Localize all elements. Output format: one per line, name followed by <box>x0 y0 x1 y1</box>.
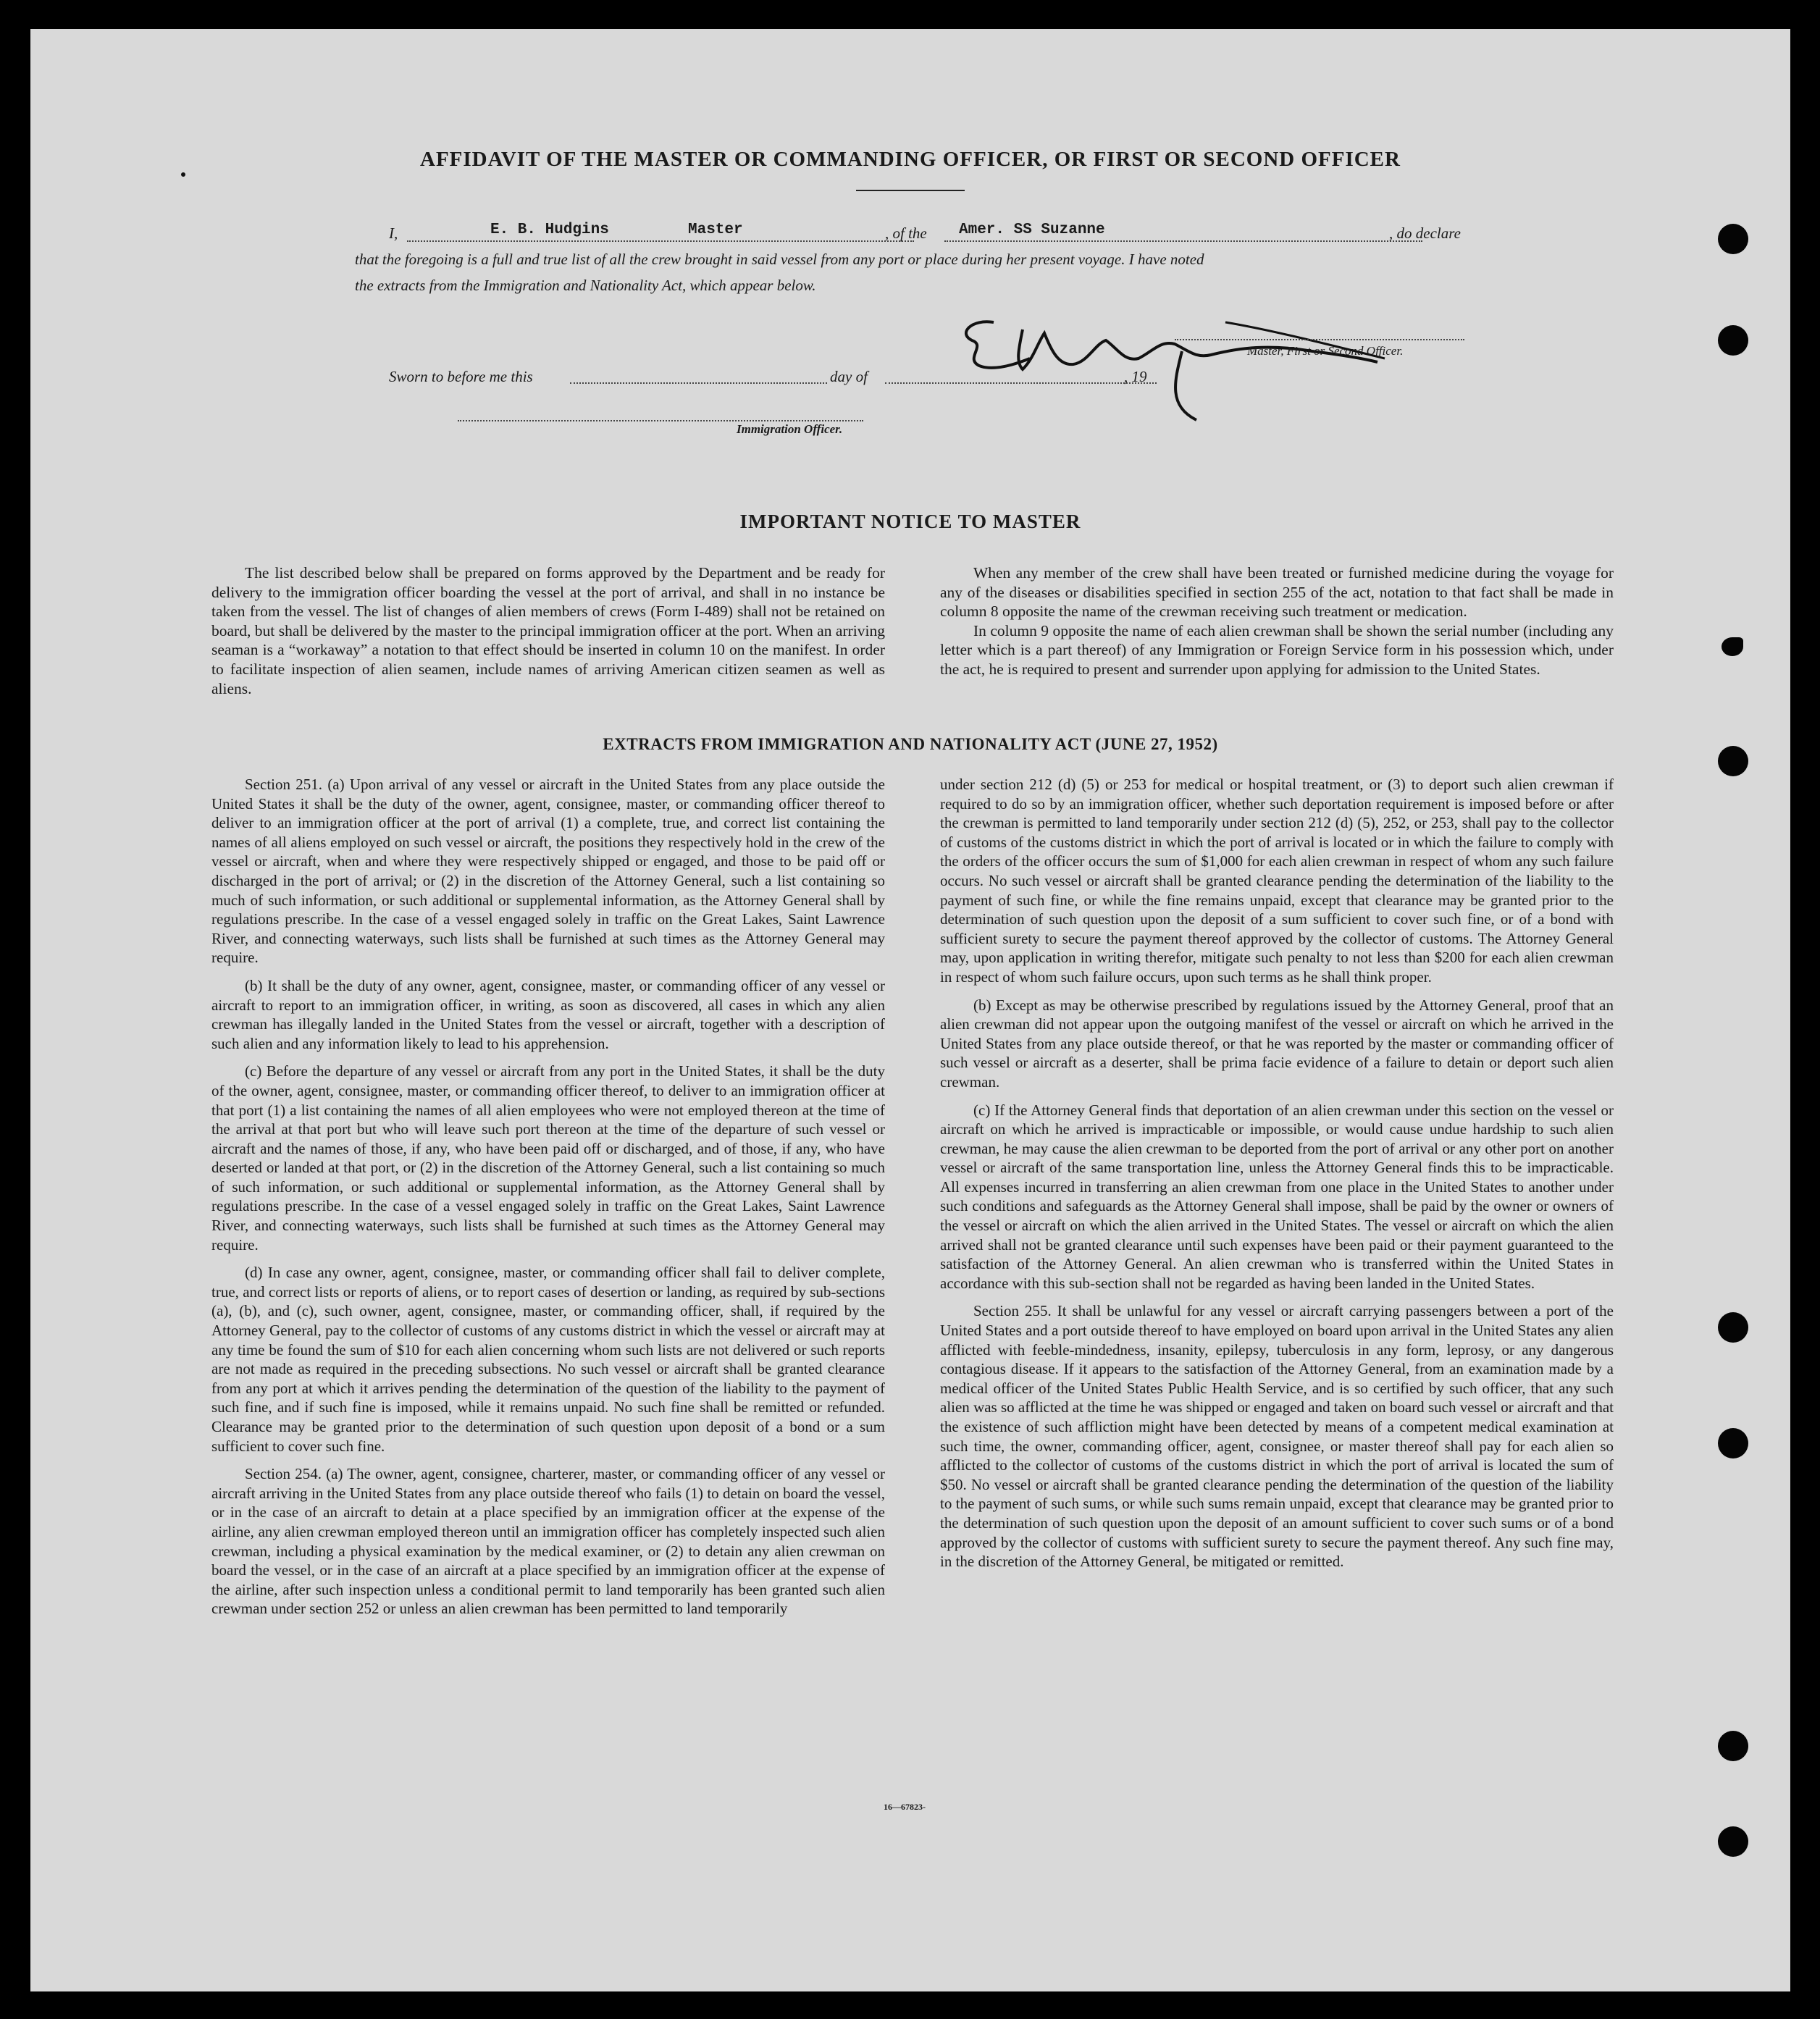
punch-hole <box>1718 325 1748 356</box>
extract-paragraph: (b) It shall be the duty of any owner, agent, consignee, master, or commanding officer of any vessel or aircraft to report to an immigration officer, in writing, as soon as discovered, all cases in which any alien crewman has illegally landed in the United States from the vessel or aircraft, together with a description of such alien and any information likely to lead to his apprehension. <box>211 976 885 1052</box>
extract-paragraph: (c) Before the departure of any vessel or aircraft from any port in the United States, it shall be the duty of the owner, agent, consignee, master, or commanding officer thereof, to deliver to an immigration officer at that port (1) a list containing the names of all alien employees who were not employed thereon at the time of the arrival at that port but who will leave such port thereon at the time of the departure of such vessel or aircraft and the names of those, if any, who have been paid off or discharged, and of those, if any, who have deserted or landed at that port, or (2) in the discretion of the Attorney General, such a list containing so much of such information, or such additional or supplemental information, as the Attorney General shall by regulations prescribe. In the case of a vessel engaged solely in traffic on the Great Lakes, Saint Lawrence River, and connecting waterways, such lists shall be furnished at such times as the Attorney General may require. <box>211 1062 885 1254</box>
form-code: 16—67823- <box>884 1802 926 1812</box>
notice-right-paragraph-1: When any member of the crew shall have been treated or furnished medicine during the voyage for any of the diseases or disabilities specified in section 255 of the act, notation to that fact shall be made in column 8 opposite the name of the crewman receiving such treatment or medication. <box>940 564 1614 621</box>
extract-paragraph: Section 254. (a) The owner, agent, consignee, charterer, master, or commanding officer of any vessel or aircraft arriving in the United States from any place outside thereof who fails (1) to detain on board the vessel, or in the case of an aircraft to detain at a place specified by an immigration officer at the expense of the airline, any alien crewman employed thereon until an immigration officer has completely inspected such alien crewman, including a physical examination by the medical examiner, or (2) to detain any alien crewman on board the vessel, or in the case of an aircraft at a place specified by an immigration officer at the expense of the airline, after such inspection unless a conditional permit to land temporarily has been granted such alien crewman under section 252 or unless an alien crewman has been permitted to land temporarily <box>211 1465 885 1618</box>
punch-hole <box>1718 1731 1748 1761</box>
punch-hole <box>1718 1826 1748 1857</box>
signature-line <box>1175 332 1464 340</box>
document-page <box>30 29 1790 1991</box>
extract-paragraph: under section 212 (d) (5) or 253 for medical or hospital treatment, or (3) to deport such alien crewman if required to do so by an immigration officer, whether such deportation requirement is imposed before or after the crewman is permitted to land temporarily under section 212 (d) (5), 252, or 253, shall pay to the collector of customs of the customs district in which the port of arrival is located or in which the failure to comply with the orders of the officer occurs the sum of $1,000 for each alien crewman in respect of whom any such failure occurs. No such vessel or aircraft shall be granted clearance pending the determination of the liability to the payment of such fine, or while the fine remains unpaid, except that clearance may be granted prior to the determination of such question upon the deposit of a sum sufficient to cover such fine, or of a bond with sufficient surety to secure the payment thereof approved by the collector of customs. The Attorney General may, upon application in writing therefor, mitigate such penalty to not less than $200 for each alien crewman in respect of whom such failure occurs, upon such terms as he shall think proper. <box>940 776 1614 986</box>
year-label: , 19 <box>1124 368 1147 385</box>
extract-paragraph: (b) Except as may be otherwise prescribed by regulations issued by the Attorney General, proof that an alien crewman did not appear upon the outgoing manifest of the vessel or aircraft on which he arrived in the United States from any place outside thereof, or that he was reported by the master or commanding officer of such vessel or aircraft as a deserter, shall be prima facie evidence of a failure to detain or deport such alien crewman. <box>940 996 1614 1091</box>
i-label: I, <box>389 224 398 242</box>
extracts-left-column <box>211 775 885 1627</box>
sworn-day-line <box>570 366 827 384</box>
declarant-name: E. B. Hudgins <box>490 222 609 238</box>
punch-hole <box>1718 1428 1748 1458</box>
do-declare-label: , do declare <box>1389 224 1461 242</box>
declarant-title: Master <box>688 222 743 238</box>
officer-caption: Immigration Officer. <box>737 422 843 436</box>
torn-hole-mark <box>1722 637 1743 656</box>
notice-right-paragraph-2: In column 9 opposite the name of each alien crewman shall be shown the serial number (including any letter which is a part thereof) of any Immigration or Foreign Service form in his possession which, under the act, he is required to present and surrender upon applying for admission to the United States. <box>940 621 1614 678</box>
of-the-label: , of the <box>885 224 927 242</box>
punch-hole <box>1718 224 1748 254</box>
scan-speck <box>181 172 185 177</box>
notice-left-paragraph: The list described below shall be prepared on forms approved by the Department and be ready for delivery to the immigration officer boarding the vessel at the port of arrival, and shall in no instance be taken from the vessel. The list of changes of alien members of crews (Form I-489) shall not be retained on board, but shall be delivered by the master to the principal immigration officer at the port. When an arriving seaman is a “workaway” a notation to that effect should be inserted in column 10 on the manifest. In order to facilitate inspection of alien seamen, include names of arriving American citizen seamen as well as aliens. <box>211 564 885 697</box>
extract-paragraph: (d) In case any owner, agent, consignee, master, or commanding officer shall fail to deliver complete, true, and correct lists or reports of aliens, or to report cases of desertion or landing, as required by sub-sections (a), (b), and (c), such owner, agent, consignee, master, or commanding officer, shall, if required by the Attorney General, pay to the collector of customs of any customs district in which the vessel or aircraft may at any time be found the sum of $10 for each alien concerning whom such lists are not delivered or such reports are not made as required in the preceding subsections. No such vessel or aircraft shall be granted clearance from any port at which it arrives pending the determination of the question of the liability to the payment of such fine, and if such fine is imposed, while it remains unpaid. No such fine shall be remitted or refunded. Clearance may be granted prior to the determination of such question upon deposit of a bond or a sum sufficient to cover such fine. <box>211 1264 885 1455</box>
notice-right-column <box>940 563 1614 688</box>
statement-line-2: the extracts from the Immigration and Nationality Act, which appear below. <box>355 277 816 294</box>
statement-line-1: that the foregoing is a full and true list of all the crew brought in said vessel from any port or place during her present voyage. I have noted <box>355 251 1204 268</box>
vessel-name: Amer. SS Suzanne <box>959 222 1105 238</box>
affidavit-title: AFFIDAVIT OF THE MASTER OR COMMANDING OFFICER, OR FIRST OR SECOND OFFICER <box>420 148 1401 171</box>
day-of-label: day of <box>830 368 868 385</box>
extract-paragraph: Section 251. (a) Upon arrival of any vessel or aircraft in the United States from any place outside the United States it shall be the duty of the owner, agent, consignee, master, or commanding officer thereof to deliver to an immigration officer at the port of arrival (1) a complete, true, and correct list containing the names of all aliens employed on such vessel or aircraft, the positions they respectively hold in the crew of the vessel or aircraft, when and where they were respectively shipped or engaged, and those to be paid off or discharged in the port of arrival; or (2) in the discretion of the Attorney General, such a list containing so much of such information, or such additional or supplemental information, as the Attorney General shall by regulations prescribe. In the case of a vessel engaged solely in traffic on the Great Lakes, Saint Lawrence River, and connecting waterways, such lists shall be furnished at such times as the Attorney General may require. <box>211 776 885 967</box>
declarant-line <box>407 223 914 242</box>
extract-paragraph: (c) If the Attorney General finds that deportation of an alien crewman under this section on the vessel or aircraft on which he arrived is impracticable or impossible, or would cause undue hardship to such alien crewman, he may cause the alien crewman to be deported from the port of arrival or any other port on another vessel or aircraft of the same transportation line, unless the Attorney General finds this to be impracticable. All expenses incurred in transferring an alien crewman from one place in the United States to another under such conditions and safeguards as the Attorney General shall impose, shall be paid by the owner or owners of the vessel or aircraft on which the alien arrived in the United States. The vessel or aircraft on which the alien arrived shall not be granted clearance until such expenses have been paid or their payment guaranteed to the satisfaction of the Attorney General. An alien crewman who is transferred within the United States in accordance with this sub-section shall not be regarded as having been landed in the United States. <box>940 1101 1614 1292</box>
punch-hole <box>1718 746 1748 776</box>
sworn-month-line <box>885 366 1157 384</box>
notice-title: IMPORTANT NOTICE TO MASTER <box>739 511 1081 532</box>
sworn-label: Sworn to before me this <box>389 368 533 385</box>
extracts-title: EXTRACTS FROM IMMIGRATION AND NATIONALITY ACT (JUNE 27, 1952) <box>603 735 1218 753</box>
punch-hole <box>1718 1312 1748 1343</box>
handwritten-signature <box>950 279 1472 438</box>
extracts-right-column <box>940 775 1614 1580</box>
notice-left-column <box>211 563 885 707</box>
extract-paragraph: Section 255. It shall be unlawful for any vessel or aircraft carrying passengers between a port of the United States and a port outside thereof to have employed on board upon arrival in the United States any alien afflicted with feeble-mindedness, insanity, epilepsy, tuberculosis in any form, leprosy, or any dangerous contagious disease. If it appears to the satisfaction of the Attorney General, from an examination made by a medical officer of the United States Public Health Service, and is so certified by such officer, that any such alien was so afflicted at the time he was shipped or engaged and taken on board such vessel or aircraft and that the existence of such affliction might have been detected by means of a competent medical examination at such time, the owner, commanding officer, agent, consignee, or master thereof shall pay for each alien so afflicted to the collector of customs of the customs district in which the port of arrival is located the sum of $50. No vessel or aircraft shall be granted clearance pending the determination of the question of the liability to the payment of such sums, or while such sums remain unpaid, except that clearance may be granted prior to the determination of such question upon the deposit of an amount sufficient to cover such sums or of a bond approved by the collector of customs with sufficient surety to secure the payment thereof. Any such fine may, in the discretion of the Attorney General, be mitigated or remitted. <box>940 1302 1614 1571</box>
title-rule <box>856 190 965 191</box>
signature-caption: Master, First or Second Officer. <box>1247 344 1404 358</box>
officer-line <box>458 413 863 421</box>
